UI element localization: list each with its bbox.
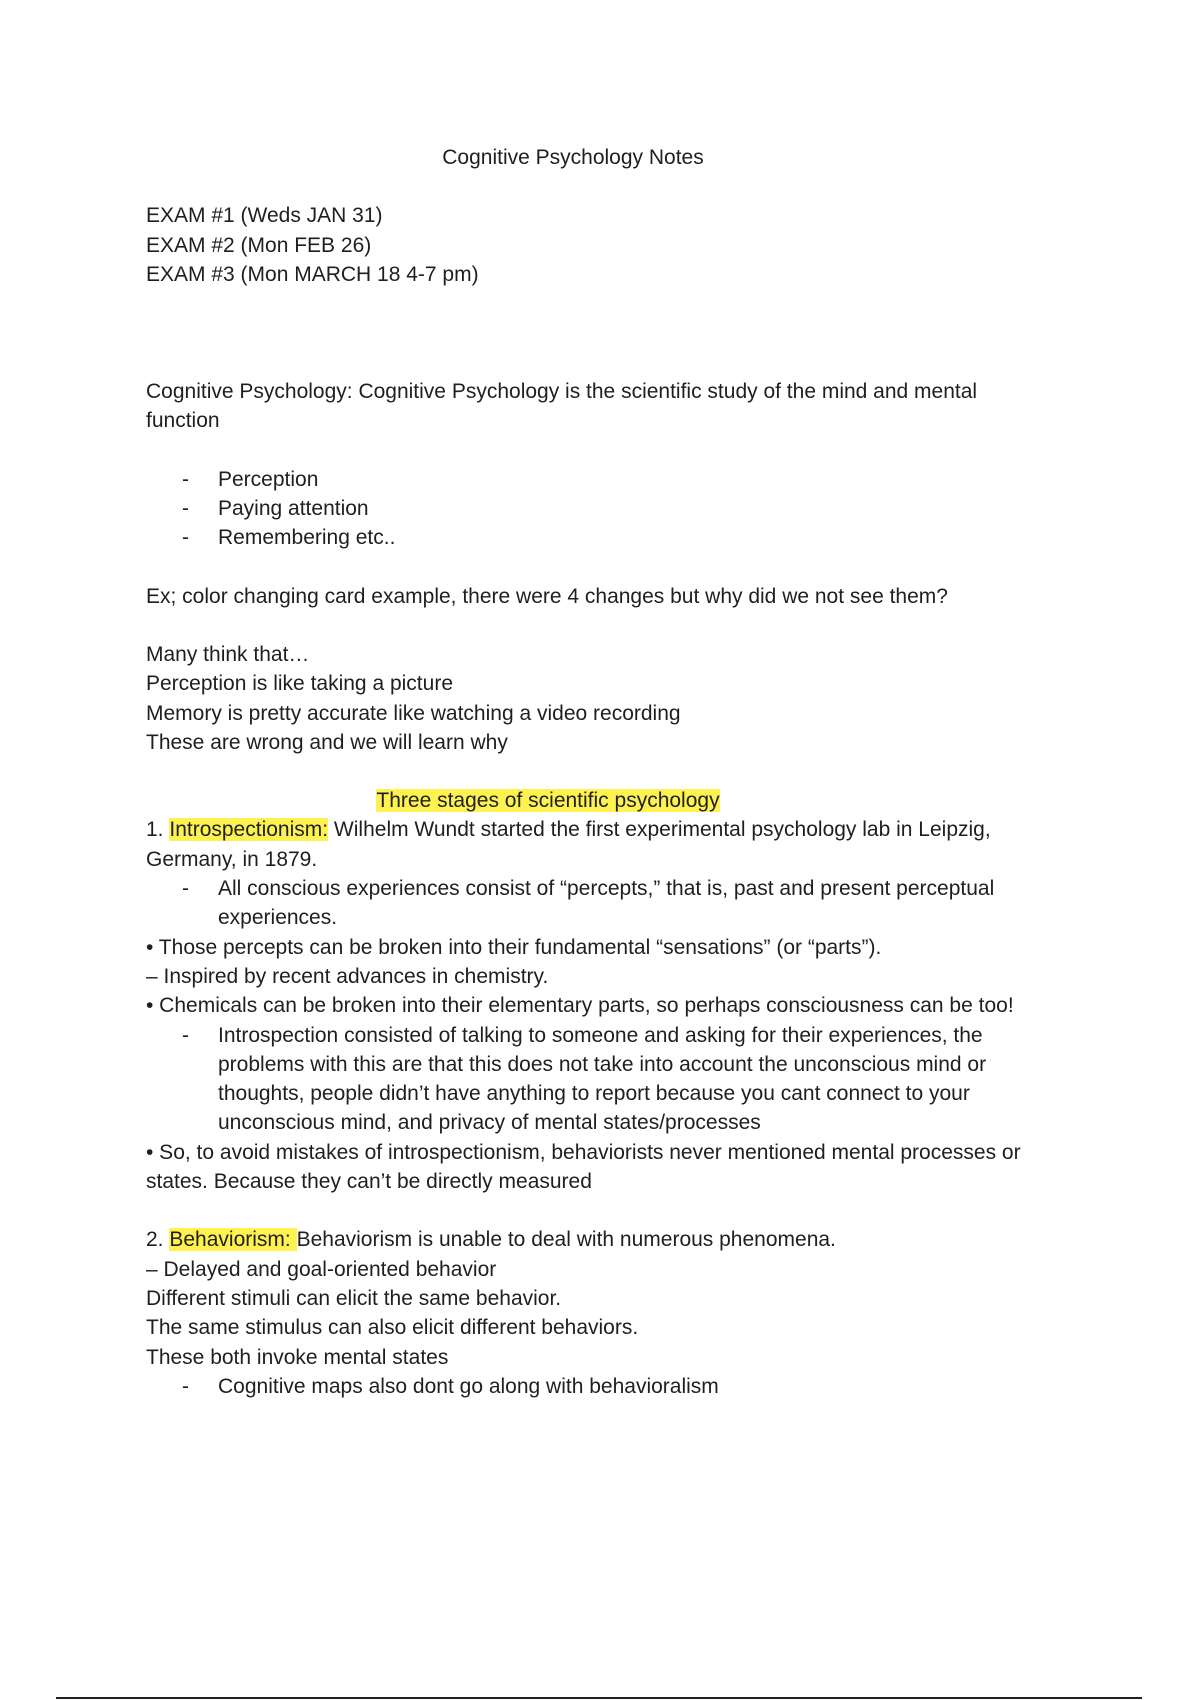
stage-2-line: – Delayed and goal-oriented behavior — [146, 1257, 497, 1281]
stage-1-dash-item — [146, 1021, 1028, 1138]
stage-2-number: 2. — [146, 1228, 170, 1252]
stage-1-dash-text: Introspection consisted of talking to someone and asking for their experiences, the problems with this are that this does not take into account the unconscious mind or thoughts, people didn’t have anything to report because you cant connect to your unconscious mind, and privacy of mental states/processes — [218, 1023, 987, 1135]
stage-2-term: Behaviorism: — [169, 1228, 297, 1252]
dash-bullet: - — [182, 467, 189, 491]
misconception-line: Memory is pretty accurate like watching a video recording — [146, 701, 681, 725]
bottom-rule — [56, 1697, 1142, 1699]
stage-1-dash-text: All conscious experiences consist of “percepts,” that is, past and present perceptual experiences. — [218, 877, 995, 930]
stage-2-line: The same stimulus can also elicit different behaviors. — [146, 1316, 639, 1340]
spacer — [146, 1196, 1086, 1225]
topic-item — [146, 523, 1086, 552]
spacer — [146, 553, 1086, 582]
exam-date-1: EXAM #1 (Weds JAN 31) — [146, 204, 383, 228]
stage-2-dash-text: Cognitive maps also dont go along with behavioralism — [218, 1374, 719, 1398]
stage-1-bullet: • Those percepts can be broken into their fundamental “sensations” (or “parts”). — [146, 935, 882, 959]
dash-bullet: - — [182, 1374, 189, 1398]
definition-paragraph: Cognitive Psychology: Cognitive Psychology is the scientific study of the mind and mental function — [146, 380, 978, 433]
stage-2-line: These both invoke mental states — [146, 1345, 449, 1369]
spacer — [146, 757, 1086, 786]
stage-1-text: Wilhelm Wundt started the first experimental psychology lab in Leipzig, Germany, in 1879. — [146, 818, 991, 871]
stage-1-term: Introspectionism: — [169, 818, 329, 842]
stage-1-bullet: • So, to avoid mistakes of introspectionism, behaviorists never mentioned mental processes or states. Because they can’t be directly measured — [146, 1140, 1021, 1194]
misconception-line: Perception is like taking a picture — [146, 672, 453, 696]
dash-bullet: - — [182, 1023, 189, 1047]
dash-bullet: - — [182, 877, 189, 901]
document-title: Cognitive Psychology Notes — [442, 146, 704, 169]
exam-date-3: EXAM #3 (Mon MARCH 18 4-7 pm) — [146, 262, 479, 286]
misconception-line: These are wrong and we will learn why — [146, 730, 508, 754]
stage-2-text: Behaviorism is unable to deal with numerous phenomena. — [296, 1228, 836, 1252]
topic-label: Paying attention — [218, 497, 369, 521]
stage-2-dash-item — [146, 1372, 1086, 1401]
topic-label: Perception — [218, 467, 319, 491]
stage-2-line: Different stimuli can elicit the same behavior. — [146, 1286, 562, 1310]
topic-item — [146, 465, 1086, 494]
stage-1-number: 1. — [146, 818, 170, 842]
stage-1-bullet: • Chemicals can be broken into their elementary parts, so perhaps consciousness can be too! — [146, 994, 1014, 1018]
stages-heading-highlight: Three stages of scientific psychology — [376, 789, 720, 813]
topic-label: Remembering etc.. — [218, 526, 396, 550]
dash-bullet: - — [182, 526, 189, 550]
spacer — [146, 436, 1086, 465]
stage-1-bullet: – Inspired by recent advances in chemistry. — [146, 964, 549, 988]
misconception-line: Many think that… — [146, 642, 310, 666]
spacer — [146, 172, 1086, 201]
topic-item — [146, 494, 1086, 523]
example-line: Ex; color changing card example, there were 4 changes but why did we not see them? — [146, 584, 948, 608]
stage-1-paragraph — [146, 815, 1066, 874]
document-page — [146, 143, 1086, 1401]
spacer — [146, 289, 1086, 377]
stage-2-paragraph — [146, 1225, 1086, 1254]
stage-1-dash-item — [146, 874, 1018, 933]
spacer — [146, 611, 1086, 640]
dash-bullet: - — [182, 497, 189, 521]
stages-heading — [146, 786, 950, 815]
exam-date-2: EXAM #2 (Mon FEB 26) — [146, 233, 372, 257]
